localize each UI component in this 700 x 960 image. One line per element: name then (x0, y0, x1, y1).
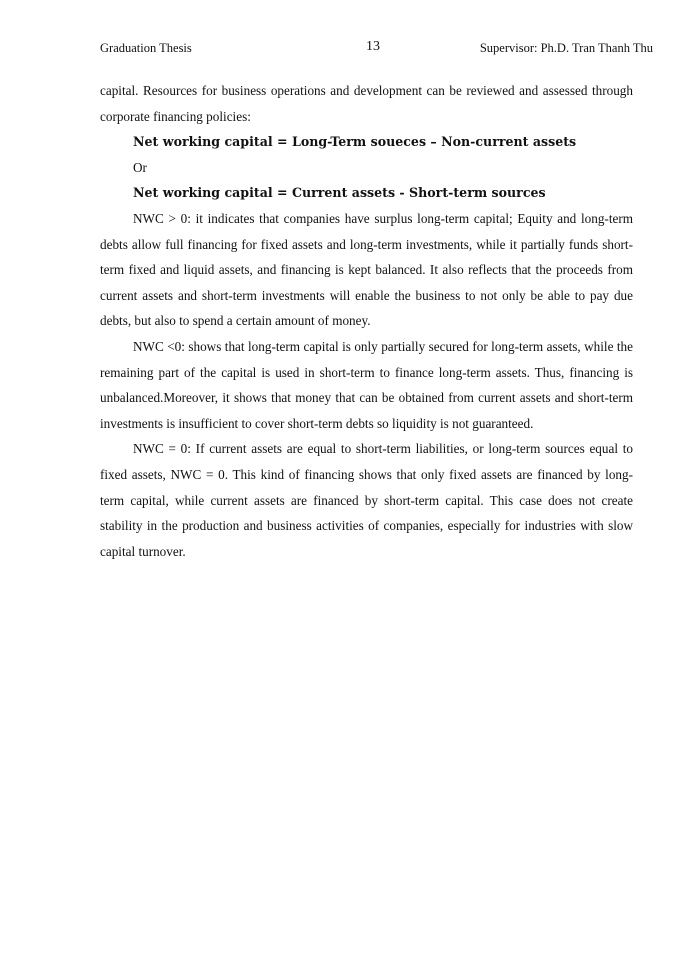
nwc-positive-paragraph: NWC > 0: it indicates that companies have surplus long-term capital; Equity and long-term debts allow full financing for fixed assets and long-term investments, while it partially funds short-term fixed and liquid assets, and financing is kept balanced. It also reflects that the proceeds from current assets and short-term investments will enable the business to not only be able to pay due debts, but also to spend a certain amount of money. (100, 210, 633, 329)
formula-current-assets: Net working capital = Current assets - Short-term sources (133, 185, 546, 201)
intro-paragraph: capital. Resources for business operations and development can be reviewed and assessed through corporate financing policies: (100, 83, 633, 124)
header-supervisor: Supervisor: Ph.D. Tran Thanh Thu (479, 41, 653, 55)
formula-long-term: Net working capital = Long-Term soueces – Non-current assets (133, 134, 577, 150)
header-thesis-label: Graduation Thesis (100, 41, 192, 55)
document-body (100, 78, 633, 564)
page-number: 13 (366, 39, 380, 54)
or-text: Or (133, 159, 147, 175)
page-header (100, 41, 660, 59)
nwc-negative-paragraph: NWC <0: shows that long-term capital is only partially secured for long-term assets, while the remaining part of the capital is used in short-term to finance long-term assets. Thus, financing is unbalanced.Moreover, it shows that money that can be obtained from current assets and short-term investments is insufficient to cover short-term debts so liquidity is not guaranteed. (100, 338, 633, 431)
nwc-zero-paragraph: NWC = 0: If current assets are equal to short-term liabilities, or long-term sources equal to fixed assets, NWC = 0. This kind of financing shows that only fixed assets are financed by long-term capital, while current assets are financed by short-term capital. This case does not create stability in the production and business activities of companies, especially for industries with slow capital turnover. (100, 441, 633, 559)
